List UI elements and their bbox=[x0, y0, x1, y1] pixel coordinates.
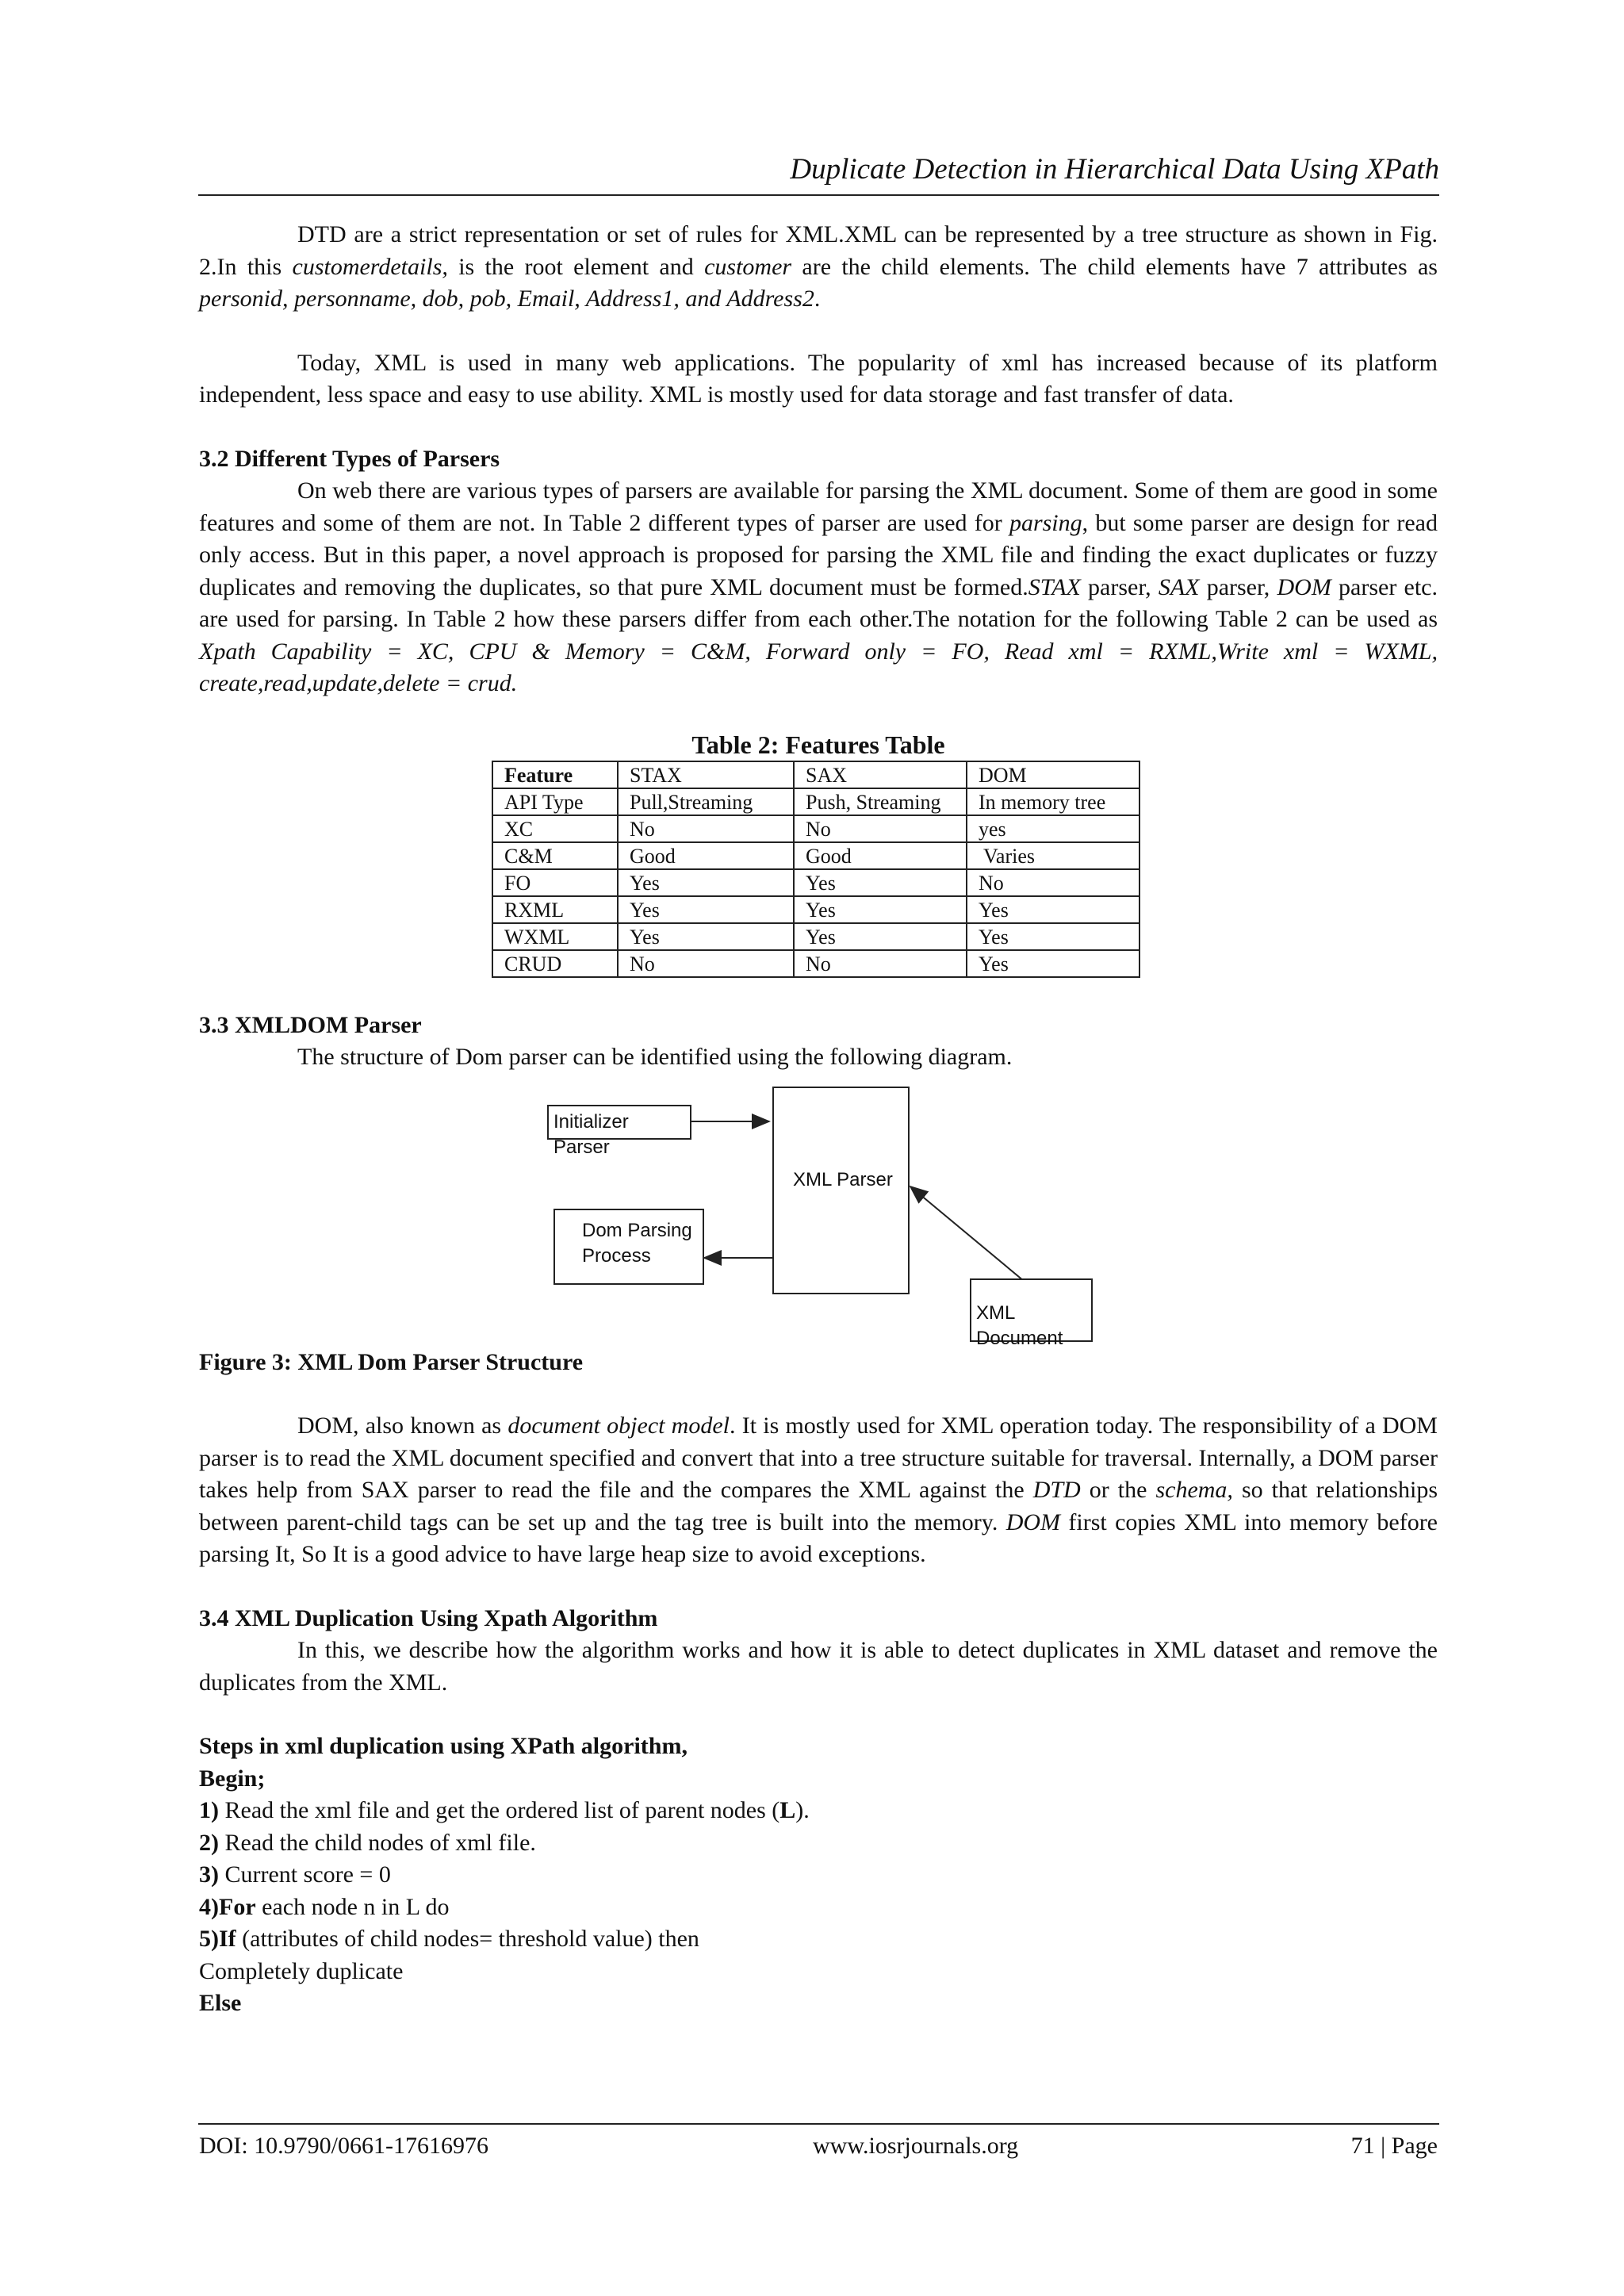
table-header-cell: SAX bbox=[794, 761, 967, 788]
table-row bbox=[492, 923, 1139, 950]
table-cell: Yes bbox=[967, 896, 1139, 923]
text-run: so that relationships between parent-child tags can be set up and the tag tree is built into the memory. bbox=[199, 1477, 1438, 1535]
table-cell: XC bbox=[492, 815, 618, 842]
xml-parser-label: XML Parser bbox=[793, 1168, 893, 1190]
step-number: 4)For bbox=[199, 1893, 256, 1920]
footer-rule bbox=[198, 2123, 1439, 2125]
text-run: On web there are various types of parsers are available for parsing the XML document. Some of them are good in some features and some of them are not. In Table 2 different types of parser are used for bbox=[199, 477, 1438, 536]
italic-run: document object model bbox=[508, 1412, 730, 1439]
table-row bbox=[492, 896, 1139, 923]
table-cell: Yes bbox=[967, 923, 1139, 950]
section-heading-3-4: 3.4 XML Duplication Using Xpath Algorithm bbox=[199, 1604, 658, 1631]
features-table bbox=[492, 761, 1140, 978]
text-run: parser etc. are used for parsing. In Table 2 how these parsers differ from each other.The notation for the following Table 2 can be used as bbox=[199, 573, 1438, 632]
step-5 bbox=[199, 1923, 1438, 1956]
table-cell: No bbox=[618, 950, 794, 977]
text-run: . bbox=[814, 286, 821, 312]
italic-run: DOM bbox=[1005, 1508, 1061, 1535]
text-run: each node n in L do bbox=[255, 1893, 450, 1920]
table-cell: No bbox=[967, 869, 1139, 896]
table-cell: Yes bbox=[967, 950, 1139, 977]
table-cell: WXML bbox=[492, 923, 618, 950]
table-cell: Push, Streaming bbox=[794, 788, 967, 815]
section-3-3-intro: The structure of Dom parser can be identified using the following diagram. bbox=[297, 1044, 1013, 1070]
table-row bbox=[492, 788, 1139, 815]
section-heading-3-2: 3.2 Different Types of Parsers bbox=[199, 445, 500, 472]
table-cell: No bbox=[618, 815, 794, 842]
table-cell: Yes bbox=[618, 896, 794, 923]
section-3-2-paragraph bbox=[199, 475, 1438, 700]
table-cell: Good bbox=[618, 842, 794, 869]
text-run: parser, bbox=[1080, 573, 1159, 600]
italic-run: schema, bbox=[1155, 1477, 1233, 1503]
step-4 bbox=[199, 1892, 1438, 1924]
table-row bbox=[492, 950, 1139, 977]
step-else: Else bbox=[199, 1990, 242, 2016]
text-run: is the root element and bbox=[447, 253, 705, 280]
table-header-row bbox=[492, 761, 1139, 788]
table-cell: API Type bbox=[492, 788, 618, 815]
text-run: DOM, also known as bbox=[297, 1412, 508, 1439]
dom-parser-diagram bbox=[199, 1087, 1438, 1347]
table-cell: No bbox=[794, 950, 967, 977]
dom-parsing-label: Dom Parsing bbox=[582, 1219, 692, 1241]
table-row bbox=[492, 815, 1139, 842]
table-cell: FO bbox=[492, 869, 618, 896]
table-cell: Yes bbox=[794, 923, 967, 950]
step-3 bbox=[199, 1859, 1438, 1892]
footer-page-number: 71 | Page bbox=[1350, 2133, 1438, 2159]
initializer-parser-box bbox=[547, 1105, 691, 1158]
text-run: or the bbox=[1080, 1477, 1156, 1503]
dom-parsing-process-label: Process bbox=[582, 1244, 651, 1267]
table-title: Table 2: Features Table bbox=[691, 730, 945, 759]
step-completely-duplicate: Completely duplicate bbox=[199, 1957, 404, 1984]
arrow-document-to-parser bbox=[910, 1186, 1028, 1285]
table-cell: CRUD bbox=[492, 950, 618, 977]
table-cell: Yes bbox=[618, 869, 794, 896]
section-heading-3-3: 3.3 XMLDOM Parser bbox=[199, 1011, 422, 1038]
xml-parser-box bbox=[772, 1087, 910, 1294]
bold-run: L bbox=[779, 1797, 796, 1823]
text-run: ). bbox=[795, 1797, 810, 1823]
dom-paragraph bbox=[199, 1410, 1438, 1571]
table-cell: No bbox=[794, 815, 967, 842]
italic-run: customerdetails, bbox=[292, 253, 448, 280]
text-run: first copies XML into memory before parsing It, So It is a good advice to have large heap size to avoid exceptions. bbox=[199, 1508, 1438, 1567]
step-1 bbox=[199, 1795, 1438, 1827]
footer-website: www.iosrjournals.org bbox=[813, 2133, 1019, 2159]
step-number: 1) bbox=[199, 1797, 219, 1823]
table-cell: Yes bbox=[794, 869, 967, 896]
table-row bbox=[492, 842, 1139, 869]
dom-parsing-process-box bbox=[553, 1209, 704, 1285]
xml-document-label: XML Document bbox=[976, 1301, 1063, 1349]
steps-heading: Steps in xml duplication using XPath algorithm, bbox=[199, 1733, 688, 1759]
intro-paragraph-2: Today, XML is used in many web applications. The popularity of xml has increased because of its platform independent, less space and easy to use ability. XML is mostly used for data storage and fast transfer of data. bbox=[199, 349, 1438, 408]
table-cell: Yes bbox=[618, 923, 794, 950]
italic-run: SAX bbox=[1158, 573, 1200, 600]
text-run: Read the child nodes of xml file. bbox=[219, 1829, 536, 1856]
figure-caption: Figure 3: XML Dom Parser Structure bbox=[199, 1348, 584, 1375]
text-run: parser, bbox=[1199, 573, 1277, 600]
italic-run: customer bbox=[704, 253, 792, 280]
step-number: 3) bbox=[199, 1861, 219, 1888]
table-cell: Varies bbox=[967, 842, 1139, 869]
italic-run: personid, personname, dob, pob, Email, Address1, and Address2 bbox=[199, 286, 814, 312]
header-rule bbox=[198, 194, 1439, 196]
italic-run: STAX bbox=[1028, 573, 1081, 600]
intro-paragraph-1 bbox=[199, 219, 1438, 316]
text-run: are the child elements. The child elements have 7 attributes as bbox=[791, 253, 1438, 280]
xml-document-box bbox=[970, 1278, 1093, 1349]
table-cell: yes bbox=[967, 815, 1139, 842]
step-number: 2) bbox=[199, 1829, 219, 1856]
table-row bbox=[492, 869, 1139, 896]
table-cell: C&M bbox=[492, 842, 618, 869]
text-run: , but some parser are design for read only access. But in this paper, a novel approach is proposed for parsing the XML file and finding the exact duplicates or fuzzy duplicates and removing the duplicates, so that pure XML document must be formed. bbox=[199, 509, 1438, 600]
main-content bbox=[199, 219, 1438, 2020]
table-cell: Good bbox=[794, 842, 967, 869]
text-run: Current score = 0 bbox=[219, 1861, 391, 1888]
italic-run: parsing bbox=[1009, 509, 1082, 536]
text-run: . It is mostly used for XML operation today. The responsibility of a DOM parser is to read the XML document specified and convert that into a tree structure suitable for traversal. Internally, a DOM parser takes help from SAX parser to read the file and the compares the XML against the bbox=[199, 1412, 1438, 1503]
italic-run: Xpath Capability = XC, CPU & Memory = C&M, Forward only = FO, Read xml = RXML,Write xml = WXML, create,read,update,delete = crud. bbox=[199, 638, 1438, 696]
section-3-4-paragraph: In this, we describe how the algorithm works and how it is able to detect duplicates in XML dataset and remove the duplicates from the XML. bbox=[199, 1637, 1438, 1696]
text-run: (attributes of child nodes= threshold value) then bbox=[236, 1926, 699, 1952]
steps-begin: Begin; bbox=[199, 1765, 266, 1792]
footer-doi: DOI: 10.9790/0661-17616976 bbox=[199, 2133, 488, 2159]
italic-run: DOM bbox=[1277, 573, 1331, 600]
table-cell: Pull,Streaming bbox=[618, 788, 794, 815]
table-cell: Yes bbox=[794, 896, 967, 923]
table-header-cell: STAX bbox=[618, 761, 794, 788]
step-2 bbox=[199, 1827, 1438, 1860]
table-cell: In memory tree bbox=[967, 788, 1139, 815]
table-cell: RXML bbox=[492, 896, 618, 923]
italic-run: DTD bbox=[1032, 1477, 1081, 1503]
table-header-cell: DOM bbox=[967, 761, 1139, 788]
running-title: Duplicate Detection in Hierarchical Data Using XPath bbox=[790, 153, 1439, 186]
table-header-cell: Feature bbox=[492, 761, 618, 788]
initializer-parser-label: Initializer Parser bbox=[553, 1110, 629, 1158]
step-number: 5)If bbox=[199, 1926, 236, 1952]
text-run: DTD are a strict representation or set of rules for XML.XML can be represented by a tree structure as shown in Fig. 2.In this bbox=[199, 221, 1438, 280]
text-run: Read the xml file and get the ordered list of parent nodes ( bbox=[219, 1797, 780, 1823]
